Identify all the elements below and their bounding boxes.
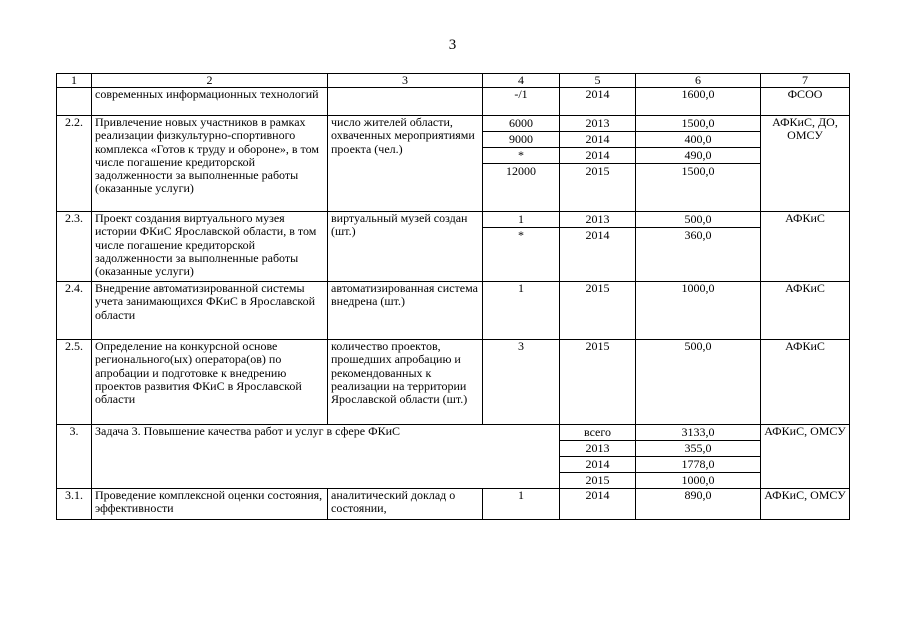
row-name-cell: Внедрение автоматизированной системы учета занимающихся ФКиС в Ярославской области — [92, 282, 328, 340]
table-row — [57, 340, 850, 425]
target-value: 6000 — [483, 116, 559, 132]
year-value: 2015 — [585, 473, 610, 487]
year-cell: 2015 — [560, 340, 636, 425]
indicator-cell: количество проектов, прошедших апробацию и рекомендованных к реализации на территории Ярославской области (шт.) — [328, 340, 483, 425]
amount-cell — [636, 212, 761, 282]
program-table — [56, 73, 850, 520]
task-title-cell: Задача 3. Повышение качества работ и услуг в сфере ФКиС — [92, 425, 560, 489]
executor-cell: АФКиС — [761, 340, 850, 425]
row-name-cell: Привлечение новых участников в рамках реализации физкультурно-спортивного комплекса «Готов к труду и обороне», в том числе погашение кредиторской задолженности за выполненные работы (оказанные услуги) — [92, 116, 328, 212]
row-number-cell: 2.3. — [57, 212, 92, 282]
target-cell — [483, 212, 560, 282]
amount-value: 1778,0 — [636, 457, 760, 473]
executor-cell: АФКиС, ДО, ОМСУ — [761, 116, 850, 212]
column-number: 5 — [560, 74, 636, 88]
column-number: 2 — [92, 74, 328, 88]
executor-cell: АФКиС — [761, 282, 850, 340]
amount-value: 3133,0 — [636, 425, 760, 441]
year-cell — [560, 212, 636, 282]
target-cell — [483, 116, 560, 212]
amount-cell: 890,0 — [636, 489, 761, 520]
year-value: 2014 — [585, 228, 610, 242]
row-number-cell: 2.2. — [57, 116, 92, 212]
row-number-cell — [57, 88, 92, 116]
column-number: 3 — [328, 74, 483, 88]
indicator-cell: число жителей области, охваченных мероприятиями проекта (чел.) — [328, 116, 483, 212]
amount-value: 355,0 — [636, 441, 760, 457]
row-number-cell: 2.4. — [57, 282, 92, 340]
target-cell: 1 — [483, 282, 560, 340]
amount-cell: 500,0 — [636, 340, 761, 425]
executor-cell: АФКиС — [761, 212, 850, 282]
column-number: 6 — [636, 74, 761, 88]
table-row — [57, 489, 850, 520]
table-row — [57, 116, 850, 212]
amount-value: 360,0 — [684, 228, 712, 242]
executor-cell: АФКиС, ОМСУ — [761, 489, 850, 520]
amount-value: 1500,0 — [636, 116, 760, 132]
target-value: 9000 — [483, 132, 559, 148]
row-name-cell: Проект создания виртуального музея истории ФКиС Ярославской области, в том числе погашение кредиторской задолженности за выполненные работы (оказанные услуги) — [92, 212, 328, 282]
target-value: * — [518, 228, 524, 242]
amount-value: 1000,0 — [681, 473, 715, 487]
year-value: 2014 — [560, 132, 635, 148]
year-value: 2014 — [560, 457, 635, 473]
amount-value: 490,0 — [636, 148, 760, 164]
year-value: 2015 — [585, 164, 610, 178]
target-cell: 1 — [483, 489, 560, 520]
indicator-cell: аналитический доклад о состоянии, — [328, 489, 483, 520]
table-row — [57, 88, 850, 116]
indicator-cell: виртуальный музей создан (шт.) — [328, 212, 483, 282]
row-number-cell: 3. — [57, 425, 92, 489]
year-value: 2013 — [560, 441, 635, 457]
year-cell: 2014 — [560, 489, 636, 520]
table-row — [57, 282, 850, 340]
column-number-row — [57, 74, 850, 88]
year-value: 2013 — [560, 212, 635, 228]
year-value: всего — [560, 425, 635, 441]
column-number: 7 — [761, 74, 850, 88]
table-row — [57, 212, 850, 282]
year-value: 2013 — [560, 116, 635, 132]
column-number: 1 — [57, 74, 92, 88]
row-name-cell: современных информационных технологий — [92, 88, 328, 116]
indicator-cell — [328, 88, 483, 116]
executor-cell: АФКиС, ОМСУ — [761, 425, 850, 489]
target-value: * — [483, 148, 559, 164]
row-number-cell: 3.1. — [57, 489, 92, 520]
amount-cell — [636, 116, 761, 212]
year-cell: 2014 — [560, 88, 636, 116]
indicator-cell: автоматизированная система внедрена (шт.) — [328, 282, 483, 340]
year-value: 2014 — [560, 148, 635, 164]
table-row — [57, 425, 850, 489]
amount-value: 400,0 — [636, 132, 760, 148]
amount-cell — [636, 425, 761, 489]
column-number: 4 — [483, 74, 560, 88]
target-cell: -/1 — [483, 88, 560, 116]
row-number-cell: 2.5. — [57, 340, 92, 425]
row-name-cell: Проведение комплексной оценки состояния, эффективности — [92, 489, 328, 520]
target-cell: 3 — [483, 340, 560, 425]
year-cell — [560, 425, 636, 489]
amount-cell: 1600,0 — [636, 88, 761, 116]
year-cell — [560, 116, 636, 212]
amount-value: 1500,0 — [681, 164, 715, 178]
row-name-cell: Определение на конкурсной основе регионального(ых) оператора(ов) по апробации и подготовке к внедрению проектов развития ФКиС в Ярославской области — [92, 340, 328, 425]
year-cell: 2015 — [560, 282, 636, 340]
target-value: 12000 — [506, 164, 536, 178]
amount-cell: 1000,0 — [636, 282, 761, 340]
target-value: 1 — [483, 212, 559, 228]
amount-value: 500,0 — [636, 212, 760, 228]
page-number: 3 — [448, 37, 457, 53]
executor-cell: ФСОО — [761, 88, 850, 116]
